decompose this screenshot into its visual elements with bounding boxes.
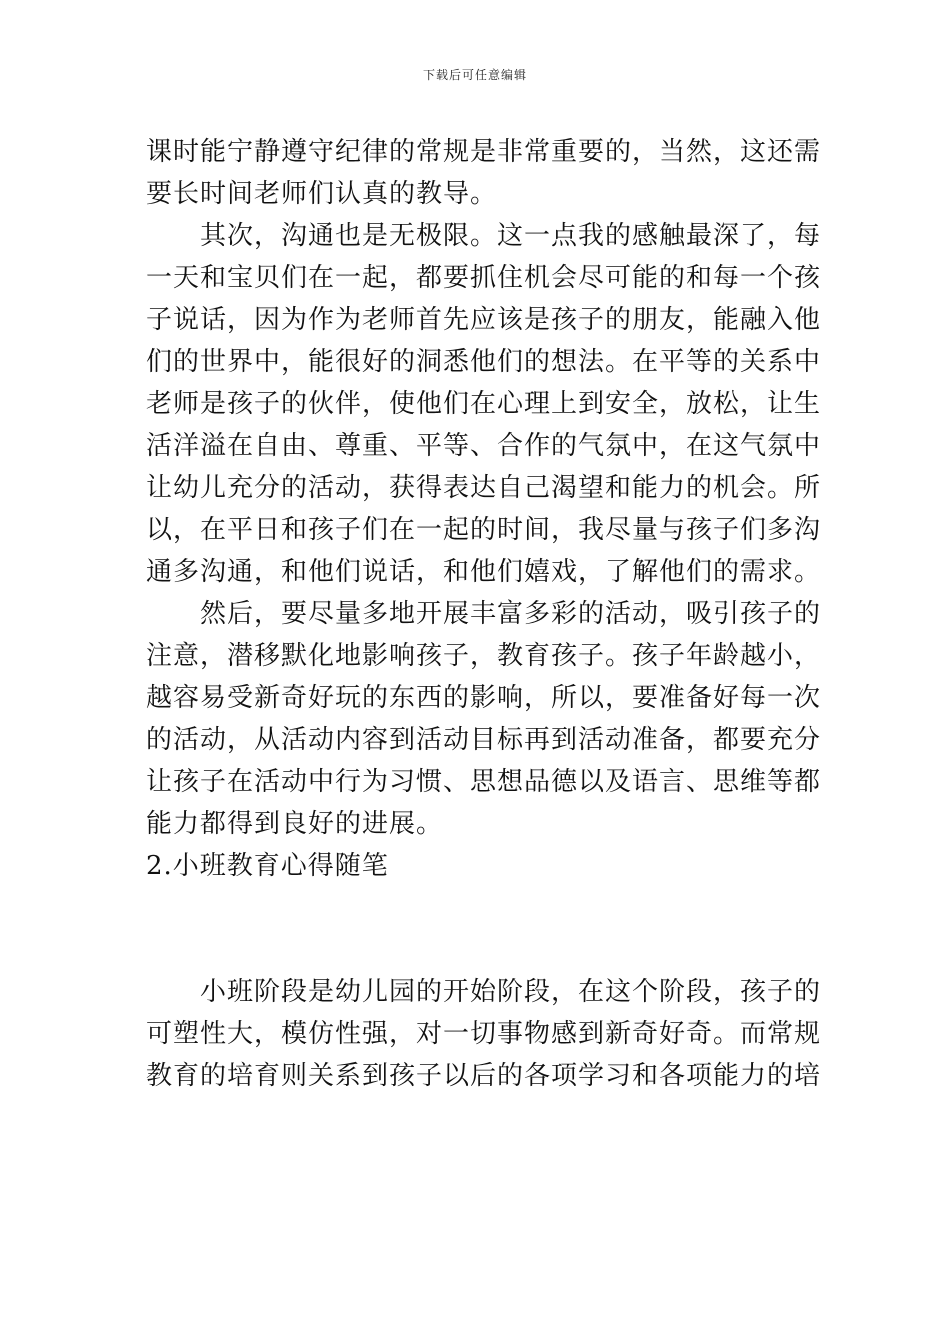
paragraph-2-line: 以，在平日和孩子们在一起的时间，我尽量与孩子们多沟 <box>146 515 822 545</box>
paragraph-4-line: 教育的培育则关系到孩子以后的各项学习和各项能力的培 <box>146 1061 822 1091</box>
paragraph-3-line: 越容易受新奇好玩的东西的影响，所以，要准备好每一次 <box>146 683 822 713</box>
paragraph-3-line: 能力都得到良好的进展。 <box>146 809 444 839</box>
paragraph-1-line: 课时能宁静遵守纪律的常规是非常重要的，当然，这还需 <box>146 137 822 167</box>
paragraph-2-line: 其次，沟通也是无极限。这一点我的感触最深了，每 <box>200 221 822 251</box>
section-heading: 2.小班教育心得随笔 <box>146 851 389 881</box>
paragraph-2-line: 让幼儿充分的活动，获得表达自己渴望和能力的机会。所 <box>146 473 822 503</box>
paragraph-4-line: 可塑性大，模仿性强，对一切事物感到新奇好奇。而常规 <box>146 1019 822 1049</box>
page-header: 下载后可任意编辑 <box>422 68 527 82</box>
paragraph-2-line: 一天和宝贝们在一起，都要抓住机会尽可能的和每一个孩 <box>146 263 822 293</box>
paragraph-3-line: 的活动，从活动内容到活动目标再到活动准备，都要充分 <box>146 725 822 755</box>
paragraph-1-line: 要长时间老师们认真的教导。 <box>146 179 498 209</box>
document-body <box>146 131 822 1097</box>
paragraph-2-line: 老师是孩子的伙伴，使他们在心理上到安全，放松，让生 <box>146 389 822 419</box>
paragraph-3-line: 然后，要尽量多地开展丰富多彩的活动，吸引孩子的 <box>200 599 822 629</box>
paragraph-2-line: 子说话，因为作为老师首先应该是孩子的朋友，能融入他 <box>146 305 822 335</box>
paragraph-3-line: 注意，潜移默化地影响孩子，教育孩子。孩子年龄越小， <box>146 641 822 671</box>
blank-space <box>146 887 806 971</box>
paragraph-2-line: 们的世界中，能很好的洞悉他们的想法。在平等的关系中 <box>146 347 822 377</box>
paragraph-4-line: 小班阶段是幼儿园的开始阶段，在这个阶段，孩子的 <box>200 977 822 1007</box>
paragraph-2-line: 通多沟通，和他们说话，和他们嬉戏，了解他们的需求。 <box>146 557 822 587</box>
paragraph-3-line: 让孩子在活动中行为习惯、思想品德以及语言、思维等都 <box>146 767 822 797</box>
paragraph-2-line: 活洋溢在自由、尊重、平等、合作的气氛中，在这气氛中 <box>146 431 822 461</box>
